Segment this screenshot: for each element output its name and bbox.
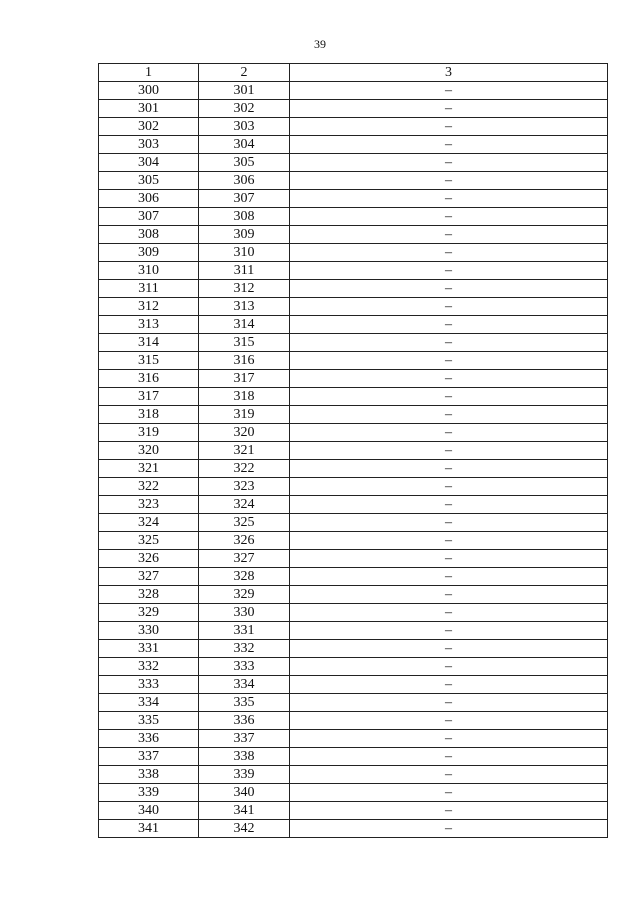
cell-col-2: 319	[199, 406, 290, 424]
cell-col-1: 314	[99, 334, 199, 352]
cell-col-3: –	[290, 766, 608, 784]
cell-col-2: 322	[199, 460, 290, 478]
cell-col-2: 306	[199, 172, 290, 190]
cell-col-1: 319	[99, 424, 199, 442]
cell-col-3: –	[290, 496, 608, 514]
table-row	[99, 460, 608, 478]
cell-col-1: 330	[99, 622, 199, 640]
table-row	[99, 820, 608, 838]
cell-col-1: 341	[99, 820, 199, 838]
table-row	[99, 568, 608, 586]
cell-col-2: 307	[199, 190, 290, 208]
cell-col-3: –	[290, 370, 608, 388]
cell-col-3: –	[290, 748, 608, 766]
cell-col-2: 327	[199, 550, 290, 568]
cell-col-2: 335	[199, 694, 290, 712]
table-row	[99, 154, 608, 172]
table-row	[99, 298, 608, 316]
cell-col-3: –	[290, 676, 608, 694]
cell-col-3: –	[290, 568, 608, 586]
cell-col-3: –	[290, 586, 608, 604]
table-row	[99, 730, 608, 748]
cell-col-1: 333	[99, 676, 199, 694]
cell-col-3: –	[290, 190, 608, 208]
cell-col-1: 303	[99, 136, 199, 154]
cell-col-2: 338	[199, 748, 290, 766]
cell-col-3: –	[290, 388, 608, 406]
table-row	[99, 388, 608, 406]
cell-col-1: 339	[99, 784, 199, 802]
cell-col-2: 309	[199, 226, 290, 244]
cell-col-1: 304	[99, 154, 199, 172]
cell-col-2: 302	[199, 100, 290, 118]
cell-col-3: –	[290, 424, 608, 442]
column-header-3: 3	[290, 64, 608, 82]
table-row	[99, 496, 608, 514]
cell-col-3: –	[290, 82, 608, 100]
cell-col-2: 340	[199, 784, 290, 802]
table-row	[99, 244, 608, 262]
table-row	[99, 442, 608, 460]
cell-col-3: –	[290, 802, 608, 820]
cell-col-2: 315	[199, 334, 290, 352]
table-row	[99, 532, 608, 550]
table-row	[99, 604, 608, 622]
cell-col-1: 324	[99, 514, 199, 532]
column-header-1: 1	[99, 64, 199, 82]
cell-col-3: –	[290, 784, 608, 802]
cell-col-1: 326	[99, 550, 199, 568]
cell-col-2: 330	[199, 604, 290, 622]
table-row	[99, 406, 608, 424]
table-row	[99, 208, 608, 226]
cell-col-1: 331	[99, 640, 199, 658]
cell-col-2: 313	[199, 298, 290, 316]
table-row	[99, 640, 608, 658]
table-row	[99, 514, 608, 532]
cell-col-2: 301	[199, 82, 290, 100]
cell-col-1: 306	[99, 190, 199, 208]
cell-col-1: 328	[99, 586, 199, 604]
page-number: 39	[314, 37, 326, 51]
table-row	[99, 622, 608, 640]
table-row	[99, 424, 608, 442]
table-row	[99, 370, 608, 388]
cell-col-2: 326	[199, 532, 290, 550]
cell-col-1: 325	[99, 532, 199, 550]
cell-col-2: 305	[199, 154, 290, 172]
table-row	[99, 334, 608, 352]
cell-col-1: 318	[99, 406, 199, 424]
cell-col-2: 337	[199, 730, 290, 748]
cell-col-1: 327	[99, 568, 199, 586]
table-row	[99, 694, 608, 712]
cell-col-3: –	[290, 604, 608, 622]
table-row	[99, 82, 608, 100]
cell-col-2: 314	[199, 316, 290, 334]
cell-col-2: 341	[199, 802, 290, 820]
cell-col-3: –	[290, 244, 608, 262]
cell-col-2: 332	[199, 640, 290, 658]
table-row	[99, 712, 608, 730]
table-body	[99, 82, 608, 838]
table-row	[99, 586, 608, 604]
table-row	[99, 550, 608, 568]
cell-col-2: 308	[199, 208, 290, 226]
cell-col-2: 312	[199, 280, 290, 298]
cell-col-1: 313	[99, 316, 199, 334]
cell-col-2: 304	[199, 136, 290, 154]
cell-col-1: 315	[99, 352, 199, 370]
cell-col-1: 310	[99, 262, 199, 280]
cell-col-1: 335	[99, 712, 199, 730]
table-row	[99, 190, 608, 208]
cell-col-3: –	[290, 478, 608, 496]
table-row	[99, 172, 608, 190]
cell-col-1: 320	[99, 442, 199, 460]
cell-col-1: 323	[99, 496, 199, 514]
cell-col-2: 321	[199, 442, 290, 460]
cell-col-3: –	[290, 712, 608, 730]
cell-col-1: 302	[99, 118, 199, 136]
cell-col-1: 307	[99, 208, 199, 226]
cell-col-3: –	[290, 460, 608, 478]
cell-col-3: –	[290, 406, 608, 424]
cell-col-3: –	[290, 730, 608, 748]
cell-col-1: 321	[99, 460, 199, 478]
cell-col-2: 342	[199, 820, 290, 838]
cell-col-2: 329	[199, 586, 290, 604]
table-row	[99, 802, 608, 820]
cell-col-3: –	[290, 658, 608, 676]
table-row	[99, 676, 608, 694]
cell-col-2: 324	[199, 496, 290, 514]
cell-col-2: 333	[199, 658, 290, 676]
cell-col-3: –	[290, 136, 608, 154]
cell-col-2: 317	[199, 370, 290, 388]
cell-col-1: 301	[99, 100, 199, 118]
cell-col-2: 325	[199, 514, 290, 532]
cell-col-3: –	[290, 532, 608, 550]
cell-col-3: –	[290, 316, 608, 334]
cell-col-1: 308	[99, 226, 199, 244]
cell-col-3: –	[290, 226, 608, 244]
cell-col-2: 303	[199, 118, 290, 136]
cell-col-3: –	[290, 514, 608, 532]
table-row	[99, 658, 608, 676]
cell-col-3: –	[290, 352, 608, 370]
cell-col-1: 311	[99, 280, 199, 298]
data-table	[98, 63, 608, 838]
cell-col-3: –	[290, 208, 608, 226]
cell-col-2: 316	[199, 352, 290, 370]
cell-col-2: 310	[199, 244, 290, 262]
cell-col-1: 338	[99, 766, 199, 784]
table-row	[99, 766, 608, 784]
table-row	[99, 100, 608, 118]
cell-col-1: 332	[99, 658, 199, 676]
table-row	[99, 784, 608, 802]
cell-col-3: –	[290, 172, 608, 190]
table-row	[99, 136, 608, 154]
cell-col-3: –	[290, 442, 608, 460]
cell-col-3: –	[290, 280, 608, 298]
table-row	[99, 118, 608, 136]
cell-col-3: –	[290, 334, 608, 352]
table-row	[99, 748, 608, 766]
cell-col-1: 316	[99, 370, 199, 388]
cell-col-2: 320	[199, 424, 290, 442]
column-header-2: 2	[199, 64, 290, 82]
cell-col-3: –	[290, 298, 608, 316]
cell-col-1: 309	[99, 244, 199, 262]
cell-col-3: –	[290, 100, 608, 118]
cell-col-1: 300	[99, 82, 199, 100]
cell-col-1: 340	[99, 802, 199, 820]
cell-col-2: 311	[199, 262, 290, 280]
cell-col-3: –	[290, 640, 608, 658]
cell-col-2: 336	[199, 712, 290, 730]
cell-col-2: 328	[199, 568, 290, 586]
cell-col-1: 305	[99, 172, 199, 190]
table-row	[99, 280, 608, 298]
table-row	[99, 316, 608, 334]
cell-col-3: –	[290, 694, 608, 712]
cell-col-1: 322	[99, 478, 199, 496]
cell-col-2: 318	[199, 388, 290, 406]
table-row	[99, 478, 608, 496]
cell-col-2: 339	[199, 766, 290, 784]
cell-col-3: –	[290, 118, 608, 136]
cell-col-3: –	[290, 550, 608, 568]
cell-col-1: 334	[99, 694, 199, 712]
cell-col-3: –	[290, 820, 608, 838]
cell-col-2: 334	[199, 676, 290, 694]
cell-col-2: 331	[199, 622, 290, 640]
table-row	[99, 352, 608, 370]
table-row	[99, 226, 608, 244]
cell-col-1: 336	[99, 730, 199, 748]
cell-col-1: 312	[99, 298, 199, 316]
table-row	[99, 262, 608, 280]
cell-col-1: 329	[99, 604, 199, 622]
cell-col-1: 337	[99, 748, 199, 766]
cell-col-3: –	[290, 622, 608, 640]
cell-col-3: –	[290, 154, 608, 172]
cell-col-2: 323	[199, 478, 290, 496]
header-row	[99, 64, 608, 82]
cell-col-1: 317	[99, 388, 199, 406]
cell-col-3: –	[290, 262, 608, 280]
